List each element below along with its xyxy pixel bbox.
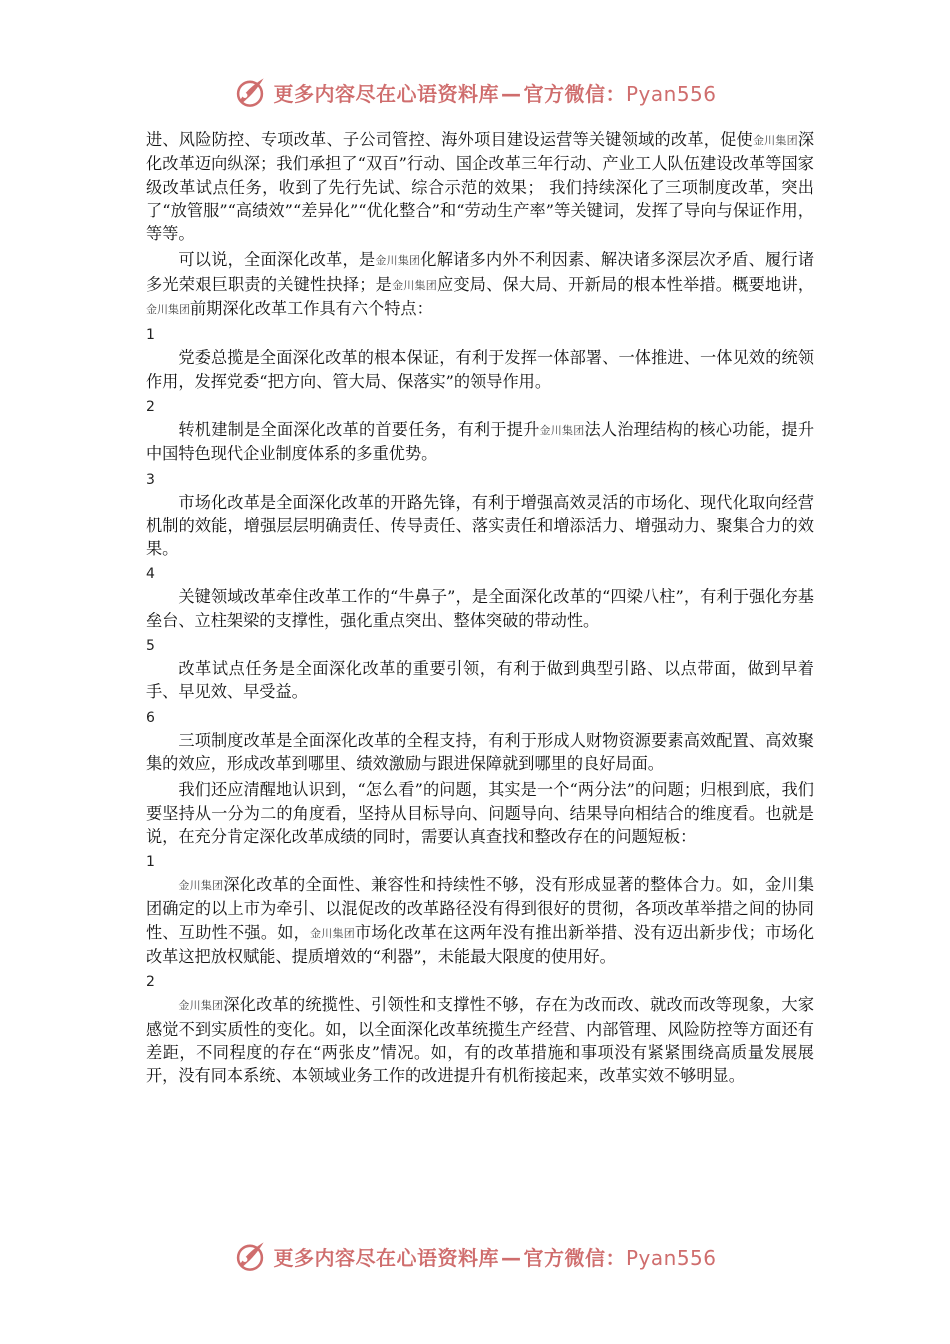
footer-banner-text bbox=[273, 1242, 716, 1271]
paragraph-1-text-a: 可以说，全面深化改革，是 bbox=[178, 250, 376, 270]
problem-paragraph-2 bbox=[146, 993, 814, 1087]
list-number: 1 bbox=[146, 327, 155, 344]
header-official-label: 官方微信： bbox=[523, 81, 626, 106]
paragraph-0-text-b: 深化改革迈向纵深；我们承担了“双百”行动、国企改革三年行动、产业工人队伍建设改革等国家级改革试点任务，收到了先行先试、综合示范的效果； 我们持续深化了三项制度改革，突出了“放管服”“高绩效”“差异化”“优化整合”和“劳动生产率”等关键词，发挥了导向与保证作用，等等。 bbox=[146, 130, 815, 244]
header-dash: — bbox=[500, 81, 522, 106]
feature-paragraph-6: 三项制度改革是全面深化改革的全程支持，有利于形成人财物资源要素高效配置、高效聚集的效应，形成改革到哪里、绩效激励与跟进保障就到哪里的良好局面。 bbox=[146, 730, 814, 773]
header-banner bbox=[0, 72, 950, 112]
list-number: 6 bbox=[146, 709, 155, 726]
feature-paragraph-4: 关键领域改革牵住改革工作的“牛鼻子”，是全面深化改革的“四梁八柱”，有利于强化夯基垒台、立柱架梁的支撑性，强化重点突出、整体突破的带动性。 bbox=[146, 587, 814, 630]
paragraph-problems-intro: 我们还应清醒地认识到，“怎么看”的问题，其实是一个“两分法”的问题；归根到底，我们要坚持从一分为二的角度看，坚持从目标导向、问题导向、结果导向相结合的维度看。也就是说，在充分肯定深化改革成绩的同时，需要认真查找和整改存在的问题短板： bbox=[146, 780, 814, 846]
company-tag: 金川集团 bbox=[178, 879, 224, 893]
company-tag: 金川集团 bbox=[375, 254, 421, 268]
header-banner-text bbox=[273, 78, 716, 107]
company-tag: 金川集团 bbox=[392, 278, 437, 292]
company-tag: 金川集团 bbox=[539, 423, 585, 437]
document-body bbox=[146, 128, 814, 1091]
company-tag: 金川集团 bbox=[178, 999, 224, 1013]
paragraph-1-text-d: 前期深化改革工作具有六个特点： bbox=[190, 299, 433, 319]
feature-paragraph-2 bbox=[146, 418, 814, 466]
footer-library-name: 更多内容尽在心语资料库 bbox=[273, 1245, 499, 1270]
problem-paragraph-1 bbox=[146, 873, 814, 968]
footer-wechat-id: Pyan556 bbox=[625, 1245, 717, 1270]
list-number: 4 bbox=[146, 566, 155, 583]
problem-paragraph-1-text-b: 市场化改革在这两年没有推出新举措、没有迈出新步伐；市场化改革这把放权赋能、提质增效的“利器”，未能最大限度的使用好。 bbox=[146, 922, 815, 967]
list-number: 2 bbox=[146, 398, 155, 415]
quill-logo-icon bbox=[233, 75, 267, 109]
list-number: 1 bbox=[146, 854, 155, 871]
feature-paragraph-5: 改革试点任务是全面深化改革的重要引领，有利于做到典型引路、以点带面，做到早着手、早见效、早受益。 bbox=[146, 659, 814, 702]
company-tag: 金川集团 bbox=[310, 926, 355, 940]
feature-paragraph-3: 市场化改革是全面深化改革的开路先锋，有利于增强高效灵活的市场化、现代化取向经营机制的效能，增强层层明确责任、传导责任、落实责任和增添活力、增强动力、聚集合力的效果。 bbox=[146, 492, 814, 559]
paragraph-1 bbox=[146, 248, 814, 321]
company-tag: 金川集团 bbox=[146, 303, 190, 317]
list-number: 3 bbox=[146, 471, 155, 488]
header-library-name: 更多内容尽在心语资料库 bbox=[273, 81, 499, 106]
quill-logo-icon bbox=[233, 1239, 267, 1273]
paragraph-1-text-b: 化解诸多内外不利因素、解决诸多深层次矛盾、履行诸多光荣艰巨职责的关键性抉择；是 bbox=[146, 250, 815, 294]
paragraph-1-text-c: 应变局、保大局、开新局的根本性举措。概要地讲， bbox=[436, 274, 815, 294]
feature-paragraph-2-text-a: 转机建制是全面深化改革的首要任务，有利于提升 bbox=[178, 419, 540, 439]
footer-dash: — bbox=[500, 1245, 522, 1270]
list-number: 2 bbox=[146, 974, 155, 991]
list-number: 5 bbox=[146, 638, 155, 655]
feature-paragraph-2-text-b: 法人治理结构的核心功能，提升中国特色现代企业制度体系的多重优势。 bbox=[146, 419, 815, 464]
footer-official-label: 官方微信： bbox=[523, 1245, 626, 1270]
header-wechat-id: Pyan556 bbox=[625, 81, 717, 106]
footer-banner bbox=[0, 1236, 950, 1276]
problem-paragraph-2-text: 深化改革的统揽性、引领性和支撑性不够，存在为改而改、就改而改等现象，大家感觉不到实质性的变化。如，以全面深化改革统揽生产经营、内部管理、风险防控等方面还有差距，不同程度的存在“两张皮”情况。如，有的改革措施和事项没有紧紧围绕高质量发展展开，没有同本系统、本领域业务工作的改进提升有机衔接起来，改革实效不够明显。 bbox=[146, 995, 815, 1086]
feature-paragraph-1: 党委总揽是全面深化改革的根本保证，有利于发挥一体部署、一体推进、一体见效的统领作用，发挥党委“把方向、管大局、保落实”的领导作用。 bbox=[146, 348, 814, 391]
paragraph-0 bbox=[146, 128, 814, 245]
paragraph-0-text-a: 进、风险防控、专项改革、子公司管控、海外项目建设运营等关键领域的改革，促使 bbox=[146, 130, 753, 149]
company-tag: 金川集团 bbox=[752, 134, 798, 147]
problem-paragraph-1-text-a: 深化改革的全面性、兼容性和持续性不够，没有形成显著的整体合力。如，金川集团确定的以上市为牵引、以混促改的改革路径没有得到很好的贯彻，各项改革举措之间的协同性、互助性不强。如， bbox=[146, 875, 815, 942]
